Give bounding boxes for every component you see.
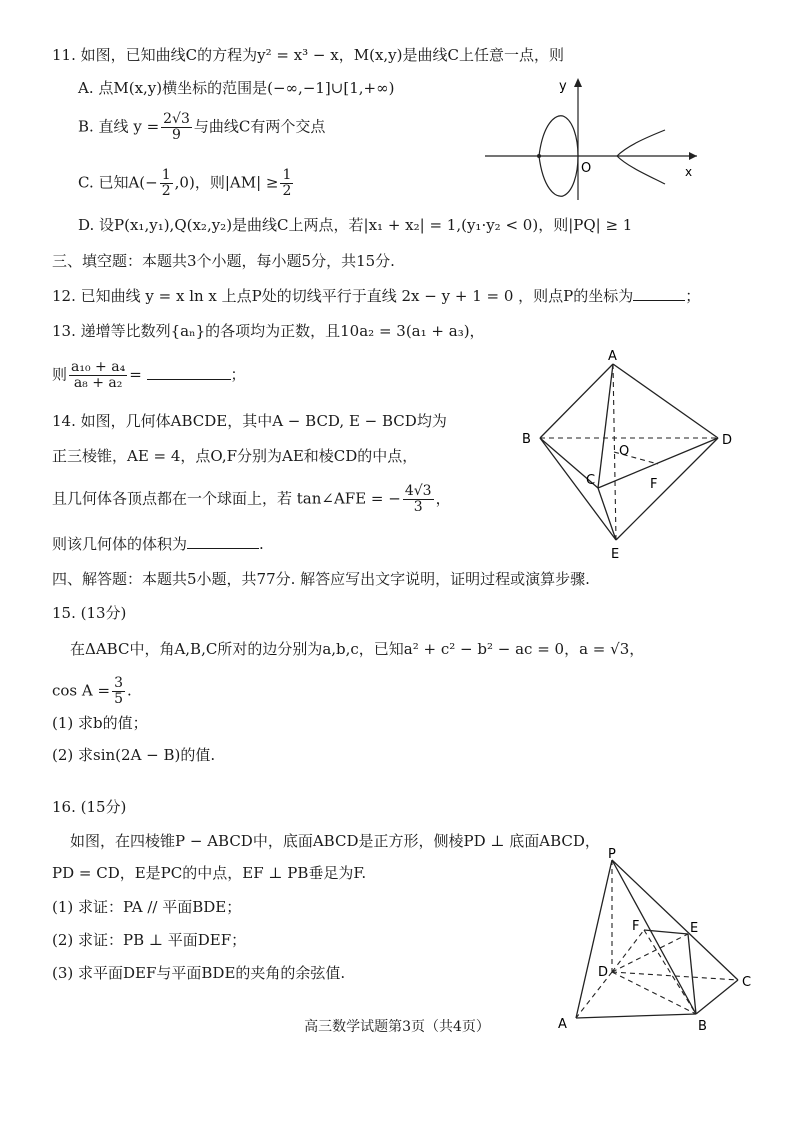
label-E: E: [690, 921, 699, 936]
q15-sub-2: (2) 求sin(2A − B)的值.: [52, 746, 216, 764]
q11-option-c: [78, 168, 295, 199]
q16-line-2: PD = CD，E是PC的中点，EF ⊥ PB垂足为F.: [52, 864, 367, 882]
edge-BC: [696, 980, 738, 1014]
q14-line-4-end: .: [259, 535, 264, 553]
label-C: C: [586, 473, 596, 488]
edge-PB: [612, 860, 699, 1014]
q15-cos-pre: cos A =: [52, 681, 111, 700]
frac-num: 1: [282, 167, 292, 183]
label-F: F: [650, 477, 658, 492]
label-D: D: [722, 433, 733, 448]
q13-end: ；: [230, 365, 246, 384]
q11-option-b-pre: B. 直线 y =: [78, 117, 160, 136]
label-C: C: [742, 975, 752, 990]
q13-equals: =: [129, 365, 142, 384]
q12-text: 12. 已知曲线 y = x ln x 上点P处的切线平行于直线 2x − y + 1 = 0 ，则点P的坐标为: [52, 287, 634, 305]
q16-figure: [552, 846, 764, 1038]
label-A: A: [558, 1017, 567, 1032]
q14-frac: [403, 484, 434, 515]
y-axis-label: y: [559, 79, 567, 94]
q11-option-b: [78, 112, 325, 143]
edge-CD: [598, 438, 718, 488]
q14-figure: [518, 348, 748, 562]
q15-head: 15. (13分): [52, 604, 127, 622]
q14-line-3-pre: 且几何体各顶点都在一个球面上，若 tan∠AFE = −: [52, 489, 401, 508]
q11-option-c-frac1: [160, 168, 173, 199]
label-O: O: [619, 444, 630, 459]
q15-line-1: 在ΔABC中，角A,B,C所对的边分别为a,b,c，已知a² + c² − b² − ac = 0，a = √3，: [70, 640, 645, 658]
segment-DF: [612, 930, 644, 972]
x-axis-arrow: [689, 152, 697, 160]
origin-label: O: [581, 161, 592, 176]
edge-DC: [612, 972, 738, 980]
section-4-heading: 四、解答题：本题共5小题，共77分. 解答应写出文字说明，证明过程或演算步骤.: [52, 570, 590, 588]
q14-line-3: [52, 484, 451, 515]
frac-num: 1: [161, 167, 171, 183]
q16-head: 16. (15分): [52, 798, 127, 816]
y-axis-arrow: [574, 78, 582, 87]
edge-AB: [540, 364, 613, 438]
q15-cos: [52, 676, 132, 707]
label-P: P: [608, 847, 616, 862]
q14-line-4-text: 则该几何体的体积为: [52, 535, 188, 553]
q11-option-b-post: 与曲线C有两个交点: [193, 117, 326, 136]
page-footer: 高三数学试题第3页（共4页）: [304, 1019, 490, 1035]
curve-branch: [617, 130, 665, 184]
edge-AC: [598, 364, 613, 488]
q13-text: 13. 递增等比数列{aₙ}的各项均为正数，且10a₂ = 3(a₁ + a₃)，: [52, 322, 485, 340]
frac-den: a₈ + a₂: [73, 375, 123, 391]
label-D: D: [598, 965, 609, 980]
q15-sub-1: (1) 求b的值；: [52, 714, 148, 732]
label-E: E: [611, 547, 620, 562]
q12-end: ；: [685, 287, 701, 305]
q14-line-4: [52, 533, 264, 555]
q11-option-c-mid: ,0)，则|AM| ≥: [174, 173, 279, 192]
q11-option-d: D. 设P(x₁,y₁),Q(x₂,y₂)是曲线C上两点，若|x₁ + x₂| = 1,(y₁·y₂ < 0)，则|PQ| ≥ 1: [78, 216, 633, 234]
q11-option-b-frac: [161, 112, 192, 143]
label-A: A: [608, 349, 617, 364]
frac-den: 9: [172, 127, 181, 143]
q16-sub-3: (3) 求平面DEF与平面BDE的夹角的余弦值.: [52, 964, 346, 982]
q14-answer-blank: [187, 534, 259, 549]
q11-stem: 11. 如图，已知曲线C的方程为y² = x³ − x，M(x,y)是曲线C上任意一点，则: [52, 46, 564, 64]
point-neg1: [537, 154, 541, 158]
frac-num: 4√3: [404, 483, 432, 499]
q12-answer-blank: [633, 286, 685, 301]
frac-den: 5: [114, 691, 123, 707]
frac-den: 2: [161, 183, 171, 199]
q11-option-c-frac2: [280, 168, 293, 199]
frac-den: 2: [282, 183, 292, 199]
q11-option-a: A. 点M(x,y)横坐标的范围是(−∞,−1]∪[1,+∞): [78, 79, 395, 97]
q12: [52, 285, 700, 307]
q13-expression: [52, 360, 246, 391]
q16-sub-2: (2) 求证：PB ⊥ 平面DEF；: [52, 931, 247, 949]
edge-BE: [540, 438, 616, 540]
q16-line-1: 如图，在四棱锥P − ABCD中，底面ABCD是正方形，侧棱PD ⊥ 底面ABCD，: [70, 832, 600, 850]
q11-figure: [485, 72, 705, 202]
q11-option-c-pre: C. 已知A(−: [78, 173, 158, 192]
q14-line-3-end: ，: [435, 489, 451, 508]
label-B: B: [522, 432, 531, 447]
frac-num: a₁₀ + a₄: [71, 359, 126, 375]
frac-num: 2√3: [163, 111, 190, 127]
frac-num: 3: [114, 675, 123, 691]
edge-CE: [598, 488, 616, 540]
label-B: B: [698, 1019, 707, 1034]
q14-line-2: 正三棱锥，AE = 4，点O,F分别为AE和棱CD的中点，: [52, 447, 418, 465]
edge-DE: [616, 438, 718, 540]
q15-cos-frac: [112, 676, 125, 707]
q13-frac: [69, 360, 127, 391]
x-axis-label: x: [685, 165, 693, 179]
q16-sub-1: (1) 求证：PA // 平面BDE；: [52, 898, 242, 916]
q13-answer-blank: [147, 365, 231, 380]
label-F: F: [632, 919, 640, 934]
frac-den: 3: [413, 499, 423, 515]
edge-AD: [613, 364, 718, 438]
q13-then: 则: [52, 365, 68, 384]
section-3-heading: 三、填空题：本题共3个小题，每小题5分，共15分.: [52, 252, 395, 270]
q15-cos-end: .: [127, 681, 132, 700]
q14-line-1: 14. 如图，几何体ABCDE，其中A − BCD, E − BCD均为: [52, 412, 447, 430]
